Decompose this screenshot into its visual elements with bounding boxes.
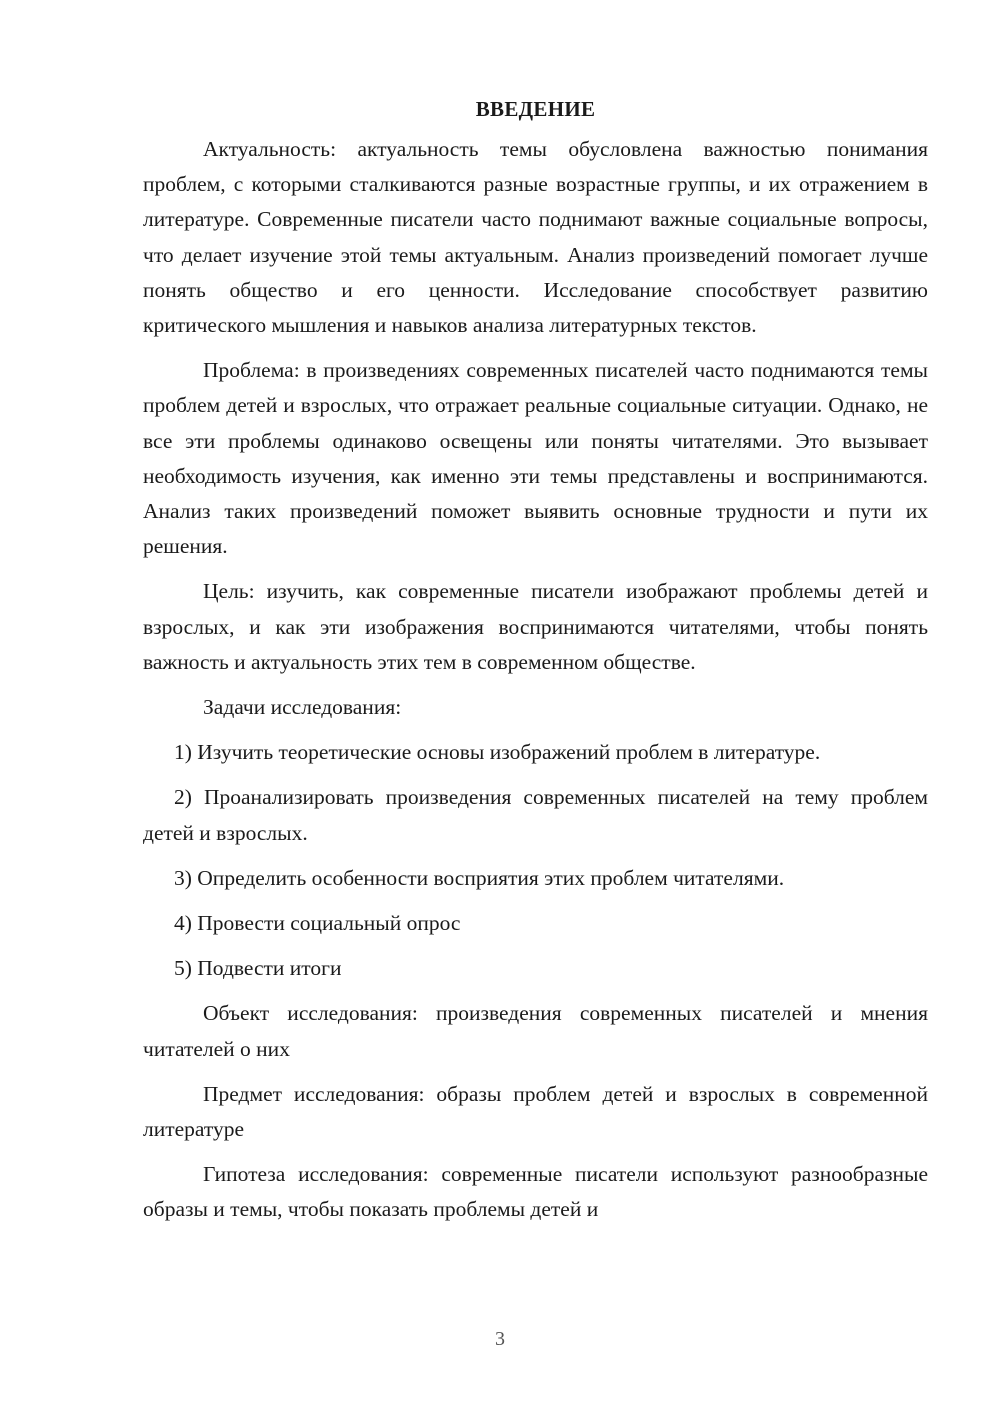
task-item-1: 1) Изучить теоретические основы изображений проблем в литературе. [174, 740, 821, 765]
subject-paragraph: Предмет исследования: образы проблем детей и взрослых в современной литературе [143, 1081, 928, 1142]
goal-paragraph: Цель: изучить, как современные писатели изображают проблемы детей и взрослых, и как эти изображения воспринимаются читателями, чтобы понять важность и актуальность этих тем в современном обществе. [143, 579, 928, 674]
document-page [143, 92, 928, 1238]
task-item-2: 2) Проанализировать произведения современных писателей на тему проблем детей и взрослых. [143, 785, 928, 845]
page-title: ВВЕДЕНИЕ [475, 97, 596, 121]
tasks-heading: Задачи исследования: [203, 695, 402, 720]
task-item-3: 3) Определить особенности восприятия этих проблем читателями. [174, 865, 785, 890]
task-item-5: 5) Подвести итоги [174, 956, 342, 981]
object-paragraph: Объект исследования: произведения современных писателей и мнения читателей о них [143, 1001, 928, 1061]
problem-paragraph: Проблема: в произведениях современных писателей часто поднимаются темы проблем детей и взрослых, что отражает реальные социальные ситуации. Однако, не все эти проблемы одинаково освещены или поняты читателями. Это вызывает необходимость изучения, как именно эти темы представлены и воспринимаются. Анализ таких произведений поможет выявить основные трудности и пути их решения. [143, 358, 928, 559]
relevance-paragraph: Актуальность: актуальность темы обусловлена важностью понимания проблем, с которыми сталкиваются разные возрастные группы, и их отражением в литературе. Современные писатели часто поднимают важные социальные вопросы, что делает изучение этой темы актуальным. Анализ произведений помогает лучше понять общество и его ценности. Исследование способствует развитию критического мышления и навыков анализа литературных текстов. [143, 137, 928, 338]
hypothesis-paragraph: Гипотеза исследования: современные писатели используют разнообразные образы и темы, чтобы показать проблемы детей и [143, 1162, 928, 1222]
page-number: 3 [495, 1328, 505, 1350]
task-item-4: 4) Провести социальный опрос [174, 911, 461, 936]
